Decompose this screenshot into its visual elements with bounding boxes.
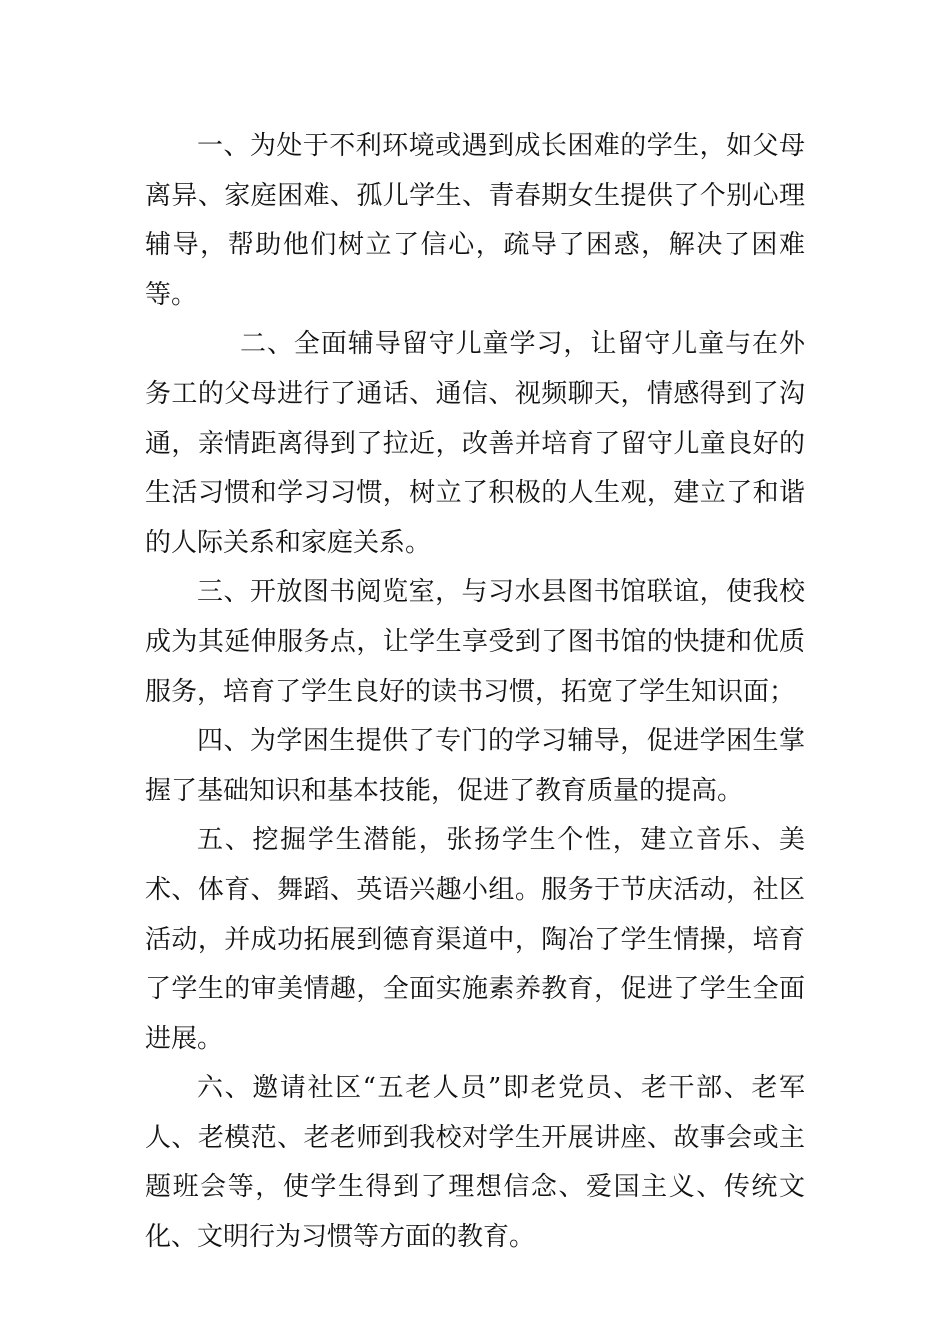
paragraph-6: 六、邀请社区“五老人员”即老党员、老干部、老军人、老模范、老老师到我校对学生开展讲座、故事会或主题班会等，使学生得到了理想信念、爱国主义、传统文化、文明行为习惯等方面的教育。 bbox=[145, 1073, 805, 1253]
paragraph-3: 三、开放图书阅览室，与习水县图书馆联谊，使我校成为其延伸服务点，让学生享受到了图书馆的快捷和优质服务，培育了学生良好的读书习惯，拓宽了学生知识面； bbox=[145, 577, 805, 707]
document-body bbox=[145, 122, 805, 1263]
paragraph-5: 五、挖掘学生潜能，张扬学生个性，建立音乐、美术、体育、舞蹈、英语兴趣小组。服务于节庆活动，社区活动，并成功拓展到德育渠道中，陶冶了学生情操，培育了学生的审美情趣，全面实施素养教育，促进了学生全面进展。 bbox=[145, 825, 805, 1054]
paragraph-4: 四、为学困生提供了专门的学习辅导，促进学困生掌握了基础知识和基本技能，促进了教育质量的提高。 bbox=[145, 726, 805, 806]
paragraph-1: 一、为处于不利环境或遇到成长困难的学生，如父母离异、家庭困难、孤儿学生、青春期女生提供了个别心理辅导，帮助他们树立了信心，疏导了困惑，解决了困难等。 bbox=[145, 131, 805, 310]
paragraph-2: 二、全面辅导留守儿童学习，让留守儿童与在外务工的父母进行了通话、通信、视频聊天，情感得到了沟通，亲情距离得到了拉近，改善并培育了留守儿童良好的生活习惯和学习习惯，树立了积极的人生观，建立了和谐的人际关系和家庭关系。 bbox=[145, 329, 805, 558]
